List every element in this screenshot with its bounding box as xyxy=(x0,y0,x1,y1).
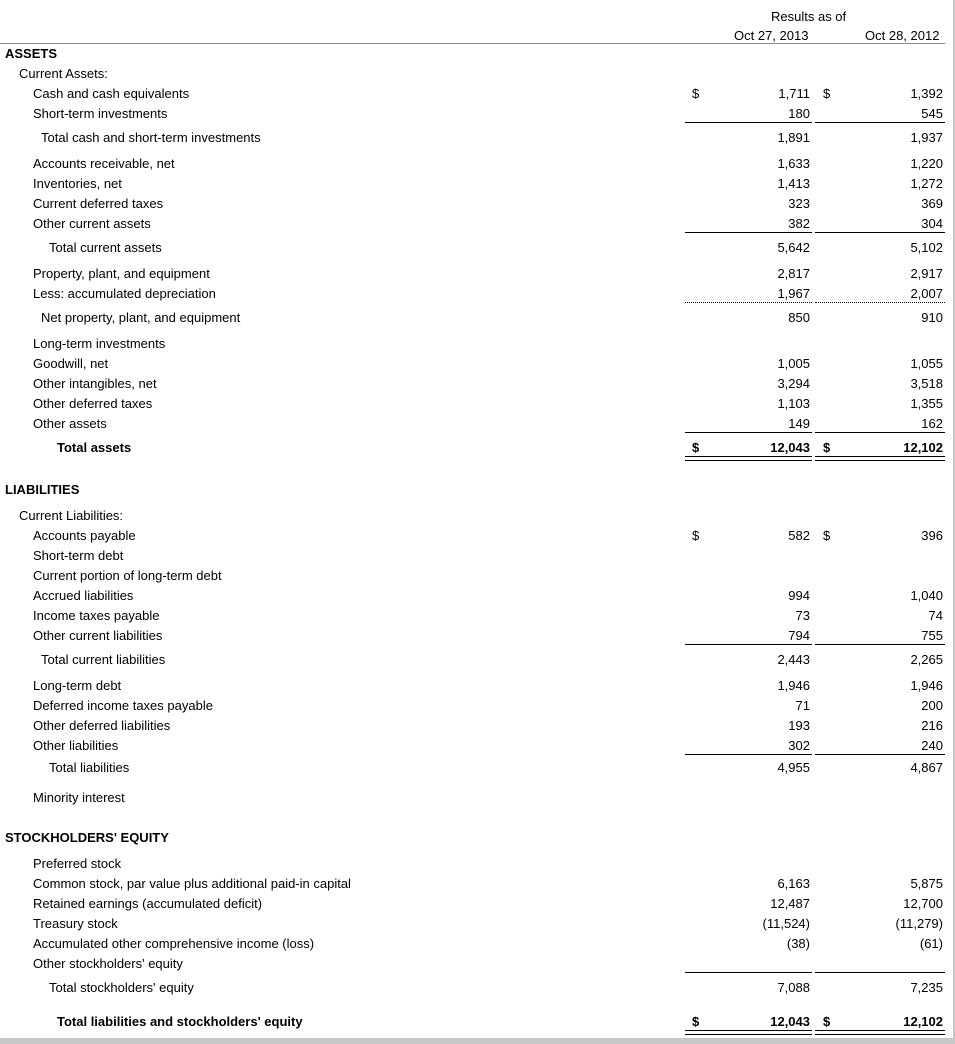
table-row xyxy=(0,758,945,778)
value-2012: (61) xyxy=(919,936,943,951)
row-label: Other deferred liabilities xyxy=(33,718,171,733)
total-rule xyxy=(815,232,945,233)
value-2012: 910 xyxy=(921,310,943,325)
table-row xyxy=(0,978,945,998)
table-row xyxy=(0,954,945,974)
table-row xyxy=(0,128,945,148)
table-row xyxy=(0,606,945,626)
table-row xyxy=(0,894,945,914)
row-label: Long-term investments xyxy=(33,336,166,351)
value-2012: 1,220 xyxy=(910,156,943,171)
table-row xyxy=(0,874,945,894)
table-row xyxy=(0,546,945,566)
value-2013: 582 xyxy=(788,528,810,543)
table-row xyxy=(0,354,945,374)
row-label: Short-term debt xyxy=(33,548,124,563)
row-label: Current portion of long-term debt xyxy=(33,568,222,583)
row-label: Accounts receivable, net xyxy=(33,156,175,171)
table-row xyxy=(0,1012,945,1032)
currency-symbol-2013: $ xyxy=(692,440,700,455)
table-row xyxy=(0,194,945,214)
value-2013: 193 xyxy=(788,718,810,733)
row-label: Income taxes payable xyxy=(33,608,160,623)
currency-symbol-2012: $ xyxy=(823,86,831,101)
total-rule xyxy=(685,122,812,123)
value-2012: 5,875 xyxy=(910,876,943,891)
row-label: Total cash and short-term investments xyxy=(41,130,261,145)
value-2013: 1,005 xyxy=(777,356,810,371)
table-row xyxy=(0,788,945,808)
row-label: Preferred stock xyxy=(33,856,122,871)
value-2013: 2,817 xyxy=(777,266,810,281)
value-2012: 1,937 xyxy=(910,130,943,145)
value-2013: 302 xyxy=(788,738,810,753)
value-2012: 12,102 xyxy=(903,440,943,455)
row-label: ASSETS xyxy=(5,46,58,61)
value-2012: 3,518 xyxy=(910,376,943,391)
value-2013: 12,043 xyxy=(770,440,810,455)
value-2013: 1,413 xyxy=(777,176,810,191)
value-2013: 7,088 xyxy=(777,980,810,995)
value-2012: 2,007 xyxy=(910,286,943,301)
row-label: Property, plant, and equipment xyxy=(33,266,210,281)
section-heading xyxy=(0,480,945,500)
row-label: Net property, plant, and equipment xyxy=(41,310,241,325)
value-2012: 369 xyxy=(921,196,943,211)
value-2012: 74 xyxy=(928,608,943,623)
table-row xyxy=(0,238,945,258)
value-2013: 1,633 xyxy=(777,156,810,171)
table-row xyxy=(0,650,945,670)
value-2013: 1,967 xyxy=(777,286,810,301)
value-2013: 12,487 xyxy=(770,896,810,911)
row-label: Current Assets: xyxy=(19,66,108,81)
table-row xyxy=(0,154,945,174)
table-row xyxy=(0,308,945,328)
table-row xyxy=(0,84,945,104)
row-label: Deferred income taxes payable xyxy=(33,698,213,713)
total-rule xyxy=(815,456,945,461)
currency-symbol-2012: $ xyxy=(823,1014,831,1029)
value-2012: 1,055 xyxy=(910,356,943,371)
value-2013: (11,524) xyxy=(762,916,810,931)
row-label: Minority interest xyxy=(33,790,125,805)
value-2012: 1,272 xyxy=(910,176,943,191)
value-2012: (11,279) xyxy=(895,916,943,931)
total-rule xyxy=(815,122,945,123)
row-label: Goodwill, net xyxy=(33,356,109,371)
table-row xyxy=(0,414,945,434)
table-row xyxy=(0,394,945,414)
row-label: Other assets xyxy=(33,416,107,431)
table-row xyxy=(0,334,945,354)
total-rule xyxy=(815,432,945,433)
row-label: Treasury stock xyxy=(33,916,118,931)
table-row xyxy=(0,526,945,546)
row-label: Retained earnings (accumulated deficit) xyxy=(33,896,263,911)
row-label: Other current assets xyxy=(33,216,151,231)
total-rule xyxy=(685,1030,812,1035)
value-2013: 71 xyxy=(795,698,810,713)
row-label: Short-term investments xyxy=(33,106,168,121)
table-row xyxy=(0,716,945,736)
value-2012: 240 xyxy=(921,738,943,753)
row-label: Accumulated other comprehensive income (loss) xyxy=(33,936,315,951)
value-2012: 216 xyxy=(921,718,943,733)
row-label: Total assets xyxy=(57,440,132,455)
table-row xyxy=(0,914,945,934)
value-2013: 6,163 xyxy=(777,876,810,891)
value-2012: 200 xyxy=(921,698,943,713)
row-label: Common stock, par value plus additional paid-in capital xyxy=(33,876,351,891)
value-2012: 1,392 xyxy=(910,86,943,101)
row-label: LIABILITIES xyxy=(5,482,80,497)
total-rule xyxy=(815,1030,945,1035)
row-label: Other deferred taxes xyxy=(33,396,153,411)
table-row xyxy=(0,284,945,304)
value-2012: 162 xyxy=(921,416,943,431)
value-2012: 5,102 xyxy=(910,240,943,255)
total-rule xyxy=(815,972,945,973)
row-label: Total stockholders' equity xyxy=(49,980,194,995)
total-rule xyxy=(685,456,812,461)
row-label: Cash and cash equivalents xyxy=(33,86,190,101)
table-row xyxy=(0,566,945,586)
table-row xyxy=(0,506,945,526)
value-2012: 12,700 xyxy=(903,896,943,911)
value-2013: 1,946 xyxy=(777,678,810,693)
header-title: Results as of xyxy=(771,9,847,24)
value-2013: 1,103 xyxy=(777,396,810,411)
header-col1: Oct 27, 2013 xyxy=(734,28,809,43)
value-2012: 396 xyxy=(921,528,943,543)
header-col2: Oct 28, 2012 xyxy=(865,28,940,43)
total-rule xyxy=(685,644,812,645)
section-heading xyxy=(0,828,945,848)
row-label: Inventories, net xyxy=(33,176,122,191)
value-2012: 755 xyxy=(921,628,943,643)
row-label: Current Liabilities: xyxy=(19,508,124,523)
value-2013: 323 xyxy=(788,196,810,211)
table-row xyxy=(0,736,945,756)
row-label: Current deferred taxes xyxy=(33,196,164,211)
row-label: Accounts payable xyxy=(33,528,136,543)
value-2013: 382 xyxy=(788,216,810,231)
row-label: Other current liabilities xyxy=(33,628,163,643)
total-rule xyxy=(815,302,945,303)
currency-symbol-2013: $ xyxy=(692,1014,700,1029)
value-2012: 545 xyxy=(921,106,943,121)
table-row xyxy=(0,934,945,954)
row-label: Less: accumulated depreciation xyxy=(33,286,216,301)
value-2013: 180 xyxy=(788,106,810,121)
value-2013: 73 xyxy=(795,608,810,623)
table-row xyxy=(0,586,945,606)
row-label: Other intangibles, net xyxy=(33,376,157,391)
table-row xyxy=(0,264,945,284)
value-2013: 149 xyxy=(788,416,810,431)
table-row xyxy=(0,696,945,716)
row-label: Other liabilities xyxy=(33,738,119,753)
row-label: Total liabilities xyxy=(49,760,130,775)
table-row xyxy=(0,438,945,458)
value-2012: 1,040 xyxy=(910,588,943,603)
value-2012: 304 xyxy=(921,216,943,231)
value-2013: 4,955 xyxy=(777,760,810,775)
row-label: Long-term debt xyxy=(33,678,122,693)
value-2012: 7,235 xyxy=(910,980,943,995)
value-2013: 1,711 xyxy=(778,86,810,101)
table-row xyxy=(0,214,945,234)
table-row xyxy=(0,64,945,84)
value-2013: 850 xyxy=(788,310,810,325)
value-2013: (38) xyxy=(786,936,810,951)
currency-symbol-2013: $ xyxy=(692,528,700,543)
table-row xyxy=(0,676,945,696)
row-label: Total current assets xyxy=(49,240,162,255)
table-row xyxy=(0,854,945,874)
currency-symbol-2012: $ xyxy=(823,528,831,543)
total-rule xyxy=(685,232,812,233)
table-row xyxy=(0,374,945,394)
value-2013: 994 xyxy=(788,588,810,603)
total-rule xyxy=(685,302,812,303)
value-2012: 1,355 xyxy=(910,396,943,411)
value-2013: 5,642 xyxy=(777,240,810,255)
section-heading xyxy=(0,44,945,64)
value-2012: 2,917 xyxy=(910,266,943,281)
table-row xyxy=(0,174,945,194)
value-2012: 12,102 xyxy=(903,1014,943,1029)
table-row xyxy=(0,626,945,646)
currency-symbol-2012: $ xyxy=(823,440,831,455)
value-2012: 1,946 xyxy=(910,678,943,693)
total-rule xyxy=(685,754,812,755)
row-label: Accrued liabilities xyxy=(33,588,134,603)
value-2012: 4,867 xyxy=(910,760,943,775)
bottom-border xyxy=(0,1038,955,1044)
value-2013: 12,043 xyxy=(770,1014,810,1029)
table-row xyxy=(0,104,945,124)
value-2013: 794 xyxy=(788,628,810,643)
total-rule xyxy=(685,972,812,973)
row-label: Total liabilities and stockholders' equity xyxy=(57,1014,303,1029)
currency-symbol-2013: $ xyxy=(692,86,700,101)
total-rule xyxy=(815,644,945,645)
row-label: Total current liabilities xyxy=(41,652,166,667)
value-2012: 2,265 xyxy=(910,652,943,667)
value-2013: 1,891 xyxy=(777,130,810,145)
row-label: STOCKHOLDERS' EQUITY xyxy=(5,830,169,845)
value-2013: 3,294 xyxy=(777,376,810,391)
total-rule xyxy=(815,754,945,755)
total-rule xyxy=(685,432,812,433)
value-2013: 2,443 xyxy=(777,652,810,667)
row-label: Other stockholders' equity xyxy=(33,956,183,971)
